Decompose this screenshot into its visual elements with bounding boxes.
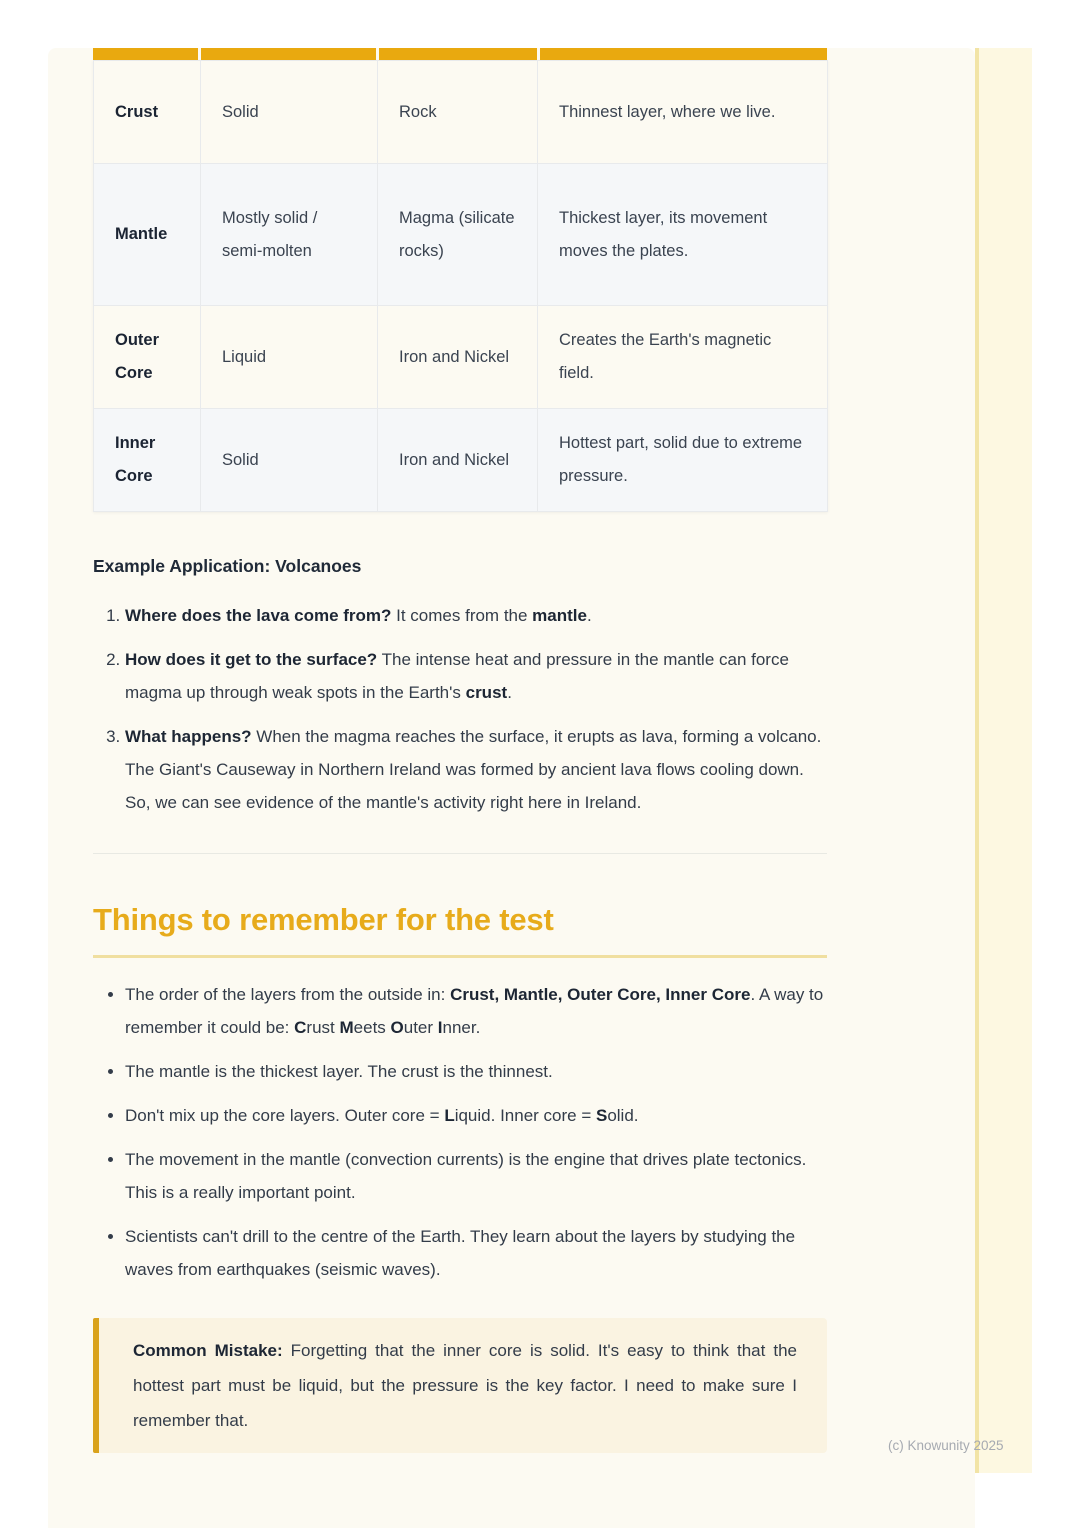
cell-layer: Mantle (94, 164, 201, 306)
table-header-cell (540, 48, 827, 60)
remember-bullet-list (93, 978, 827, 1286)
list-item: 1. Where does the lava come from? It comes from the mantle. (125, 599, 827, 632)
things-to-remember-heading: Things to remember for the test (93, 900, 827, 958)
earth-layers-table (93, 60, 828, 512)
list-item: 3. What happens? When the magma reaches the surface, it erupts as lava, forming a volcano. The Giant's Causeway in Northern Ireland was formed by ancient lava flows cooling down. So, we can see evidence of the mantle's activity right here in Ireland. (125, 720, 827, 819)
page-side-strip (975, 48, 1032, 1473)
list-item: • Don't mix up the core layers. Outer core = Liquid. Inner core = Solid. (125, 1099, 827, 1132)
cell-state: Mostly solid / semi-molten (201, 164, 378, 306)
table-header-cutoff (93, 48, 827, 60)
cell-description: Creates the Earth's magnetic field. (538, 306, 828, 409)
example-application-heading: Example Application: Volcanoes (93, 556, 362, 576)
document-page (48, 48, 975, 1528)
cell-description: Hottest part, solid due to extreme pressure. (538, 409, 828, 512)
cell-description: Thinnest layer, where we live. (538, 61, 828, 164)
table-header-cell (93, 48, 198, 60)
table-row (94, 61, 828, 164)
cell-layer: Outer Core (94, 306, 201, 409)
list-item: 2. How does it get to the surface? The intense heat and pressure in the mantle can force magma up through weak spots in the Earth's crust. (125, 643, 827, 709)
section-divider (93, 853, 827, 854)
document-content (93, 48, 827, 1453)
list-item: • The order of the layers from the outside in: Crust, Mantle, Outer Core, Inner Core. A way to remember it could be: Crust Meets Outer Inner. (125, 978, 827, 1044)
cell-composition: Iron and Nickel (378, 409, 538, 512)
cell-layer: Inner Core (94, 409, 201, 512)
list-item: • The mantle is the thickest layer. The crust is the thinnest. (125, 1055, 827, 1088)
cell-state: Solid (201, 409, 378, 512)
cell-description: Thickest layer, its movement moves the plates. (538, 164, 828, 306)
cell-state: Liquid (201, 306, 378, 409)
table-row (94, 164, 828, 306)
knowunity-watermark: (c) Knowunity 2025 (888, 1438, 1004, 1453)
list-item: • The movement in the mantle (convection currents) is the engine that drives plate tectonics. This is a really important point. (125, 1143, 827, 1209)
common-mistake-callout: Common Mistake: Forgetting that the inner core is solid. It's easy to think that the hottest part must be liquid, but the pressure is the key factor. I need to make sure I remember that. (93, 1318, 827, 1453)
table-header-cell (379, 48, 537, 60)
table-row (94, 409, 828, 512)
list-item: • Scientists can't drill to the centre of the Earth. They learn about the layers by studying the waves from earthquakes (seismic waves). (125, 1220, 827, 1286)
table-row (94, 306, 828, 409)
volcano-question-list (93, 599, 827, 819)
cell-composition: Rock (378, 61, 538, 164)
cell-layer: Crust (94, 61, 201, 164)
table-header-cell (201, 48, 376, 60)
cell-state: Solid (201, 61, 378, 164)
cell-composition: Iron and Nickel (378, 306, 538, 409)
cell-composition: Magma (silicate rocks) (378, 164, 538, 306)
